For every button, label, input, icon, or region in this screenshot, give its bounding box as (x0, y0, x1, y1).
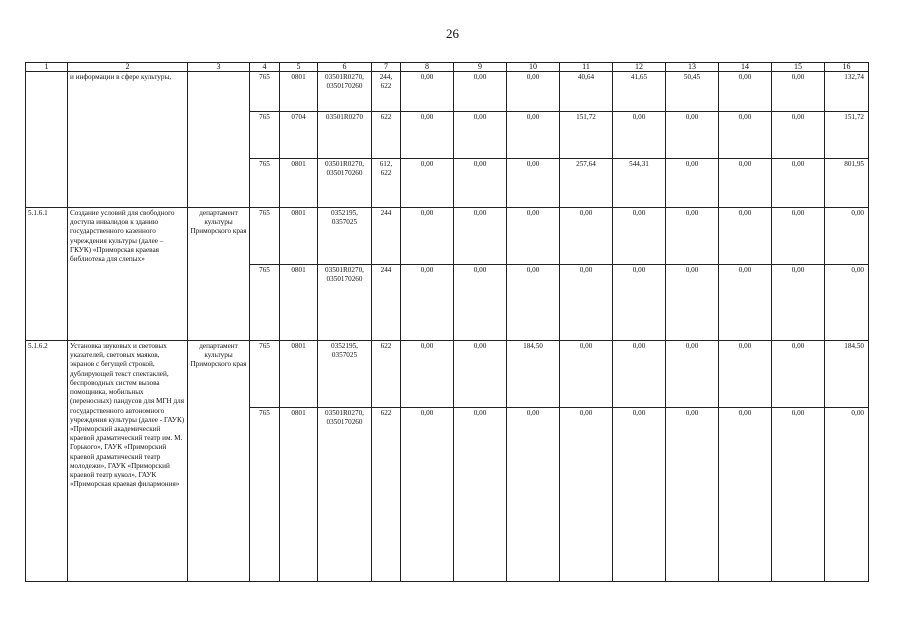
value-cell: 0,00 (613, 341, 666, 408)
value-cell: 0,00 (772, 159, 825, 208)
header-cell: 2 (68, 63, 188, 72)
value-cell: 0,00 (454, 159, 507, 208)
value-cell: 0,00 (772, 112, 825, 159)
value-cell: 0,00 (507, 265, 560, 341)
grbs-cell: 765 (250, 208, 280, 265)
value-cell: 0,00 (719, 408, 772, 582)
value-cell: 257,64 (560, 159, 613, 208)
item-number (26, 72, 68, 208)
item-number: 5.1.6.2 (26, 341, 68, 582)
page-number: 26 (446, 26, 459, 41)
value-cell: 0,00 (719, 159, 772, 208)
value-cell: 0,00 (401, 159, 454, 208)
value-cell: 0,00 (772, 408, 825, 582)
value-cell: 0,00 (454, 112, 507, 159)
value-cell: 184,50 (507, 341, 560, 408)
value-cell: 0,00 (454, 341, 507, 408)
value-cell: 0,00 (772, 208, 825, 265)
vr-cell: 244 (372, 208, 401, 265)
header-row (26, 63, 869, 72)
header-cell: 8 (401, 63, 454, 72)
header-cell: 14 (719, 63, 772, 72)
header-cell: 10 (507, 63, 560, 72)
header-cell: 9 (454, 63, 507, 72)
rzpr-cell: 0801 (280, 265, 318, 341)
value-cell: 0,00 (560, 341, 613, 408)
header-cell: 13 (666, 63, 719, 72)
header-cell: 12 (613, 63, 666, 72)
csr-cell: 03501R0270, 0350170260 (318, 408, 372, 582)
value-cell: 0,00 (666, 265, 719, 341)
csr-cell: 03501R0270, 0350170260 (318, 72, 372, 112)
value-cell: 0,00 (507, 208, 560, 265)
value-cell: 0,00 (666, 112, 719, 159)
vr-cell: 622 (372, 408, 401, 582)
value-cell: 0,00 (560, 208, 613, 265)
budget-table (25, 62, 869, 582)
item-executor: департамент культуры Приморского края (188, 208, 250, 341)
value-cell: 0,00 (772, 341, 825, 408)
csr-cell: 03501R0270 (318, 112, 372, 159)
value-cell: 0,00 (507, 159, 560, 208)
item-number: 5.1.6.1 (26, 208, 68, 341)
total-cell: 184,50 (825, 341, 869, 408)
value-cell: 0,00 (719, 112, 772, 159)
header-cell: 6 (318, 63, 372, 72)
value-cell: 0,00 (560, 408, 613, 582)
rzpr-cell: 0704 (280, 112, 318, 159)
header-cell: 11 (560, 63, 613, 72)
value-cell: 50,45 (666, 72, 719, 112)
value-cell: 0,00 (507, 112, 560, 159)
item-description: Установка звуковых и световых указателей, световых маяков, экранов с бегущей строкой, дублирующей текст спектаклей, беспроводных систем вызова помощника, мобильных (переносных) пандусов для МГН для государственного автономного учреждения культуры (далее - ГАУК) «Приморский академический краевой драматический театр им. М. Горького», ГАУК «Приморский краевой драматический театр молодежи», ГАУК «Приморский краевой театр кукол», ГАУК «Приморская краевая филармония» (68, 341, 188, 582)
csr-cell: 0352195, 0357025 (318, 208, 372, 265)
value-cell: 0,00 (454, 72, 507, 112)
grbs-cell: 765 (250, 341, 280, 408)
total-cell: 151,72 (825, 112, 869, 159)
value-cell: 0,00 (666, 341, 719, 408)
value-cell: 0,00 (401, 208, 454, 265)
total-cell: 0,00 (825, 208, 869, 265)
value-cell: 0,00 (401, 408, 454, 582)
value-cell: 0,00 (719, 341, 772, 408)
header-cell: 5 (280, 63, 318, 72)
item-executor: департамент культуры Приморского края (188, 341, 250, 582)
value-cell: 0,00 (666, 159, 719, 208)
header-cell: 4 (250, 63, 280, 72)
vr-cell: 244, 622 (372, 72, 401, 112)
total-cell: 801,95 (825, 159, 869, 208)
value-cell: 0,00 (507, 72, 560, 112)
table-row (26, 341, 869, 408)
item-executor (188, 72, 250, 208)
header-cell: 15 (772, 63, 825, 72)
value-cell: 0,00 (772, 72, 825, 112)
value-cell: 0,00 (454, 265, 507, 341)
value-cell: 0,00 (666, 408, 719, 582)
value-cell: 0,00 (613, 408, 666, 582)
value-cell: 0,00 (666, 208, 719, 265)
value-cell: 41,65 (613, 72, 666, 112)
total-cell: 0,00 (825, 408, 869, 582)
grbs-cell: 765 (250, 72, 280, 112)
grbs-cell: 765 (250, 112, 280, 159)
value-cell: 0,00 (719, 208, 772, 265)
value-cell: 0,00 (560, 265, 613, 341)
rzpr-cell: 0801 (280, 159, 318, 208)
rzpr-cell: 0801 (280, 341, 318, 408)
value-cell: 0,00 (772, 265, 825, 341)
value-cell: 0,00 (401, 72, 454, 112)
csr-cell: 03501R0270, 0350170260 (318, 159, 372, 208)
vr-cell: 622 (372, 112, 401, 159)
grbs-cell: 765 (250, 408, 280, 582)
total-cell: 132,74 (825, 72, 869, 112)
value-cell: 0,00 (613, 112, 666, 159)
value-cell: 0,00 (613, 265, 666, 341)
value-cell: 40,64 (560, 72, 613, 112)
vr-cell: 612, 622 (372, 159, 401, 208)
value-cell: 0,00 (507, 408, 560, 582)
rzpr-cell: 0801 (280, 72, 318, 112)
grbs-cell: 765 (250, 159, 280, 208)
value-cell: 0,00 (401, 112, 454, 159)
value-cell: 0,00 (401, 265, 454, 341)
value-cell: 0,00 (613, 208, 666, 265)
value-cell: 0,00 (454, 408, 507, 582)
rzpr-cell: 0801 (280, 208, 318, 265)
item-description: Создание условий для свободного доступа инвалидов к зданию государственного казенного учреждения культуры (далее – ГКУК) «Приморская краевая библиотека для слепых» (68, 208, 188, 341)
total-cell: 0,00 (825, 265, 869, 341)
value-cell: 544,31 (613, 159, 666, 208)
csr-cell: 03501R0270, 0350170260 (318, 265, 372, 341)
value-cell: 0,00 (719, 72, 772, 112)
value-cell: 0,00 (719, 265, 772, 341)
value-cell: 151,72 (560, 112, 613, 159)
table-row (26, 208, 869, 265)
item-description: и информации в сфере культуры, (68, 72, 188, 208)
value-cell: 0,00 (401, 341, 454, 408)
header-cell: 16 (825, 63, 869, 72)
header-cell: 3 (188, 63, 250, 72)
table-row (26, 72, 869, 112)
grbs-cell: 765 (250, 265, 280, 341)
header-cell: 7 (372, 63, 401, 72)
vr-cell: 244 (372, 265, 401, 341)
value-cell: 0,00 (454, 208, 507, 265)
csr-cell: 0352195, 0357025 (318, 341, 372, 408)
header-cell: 1 (26, 63, 68, 72)
vr-cell: 622 (372, 341, 401, 408)
rzpr-cell: 0801 (280, 408, 318, 582)
